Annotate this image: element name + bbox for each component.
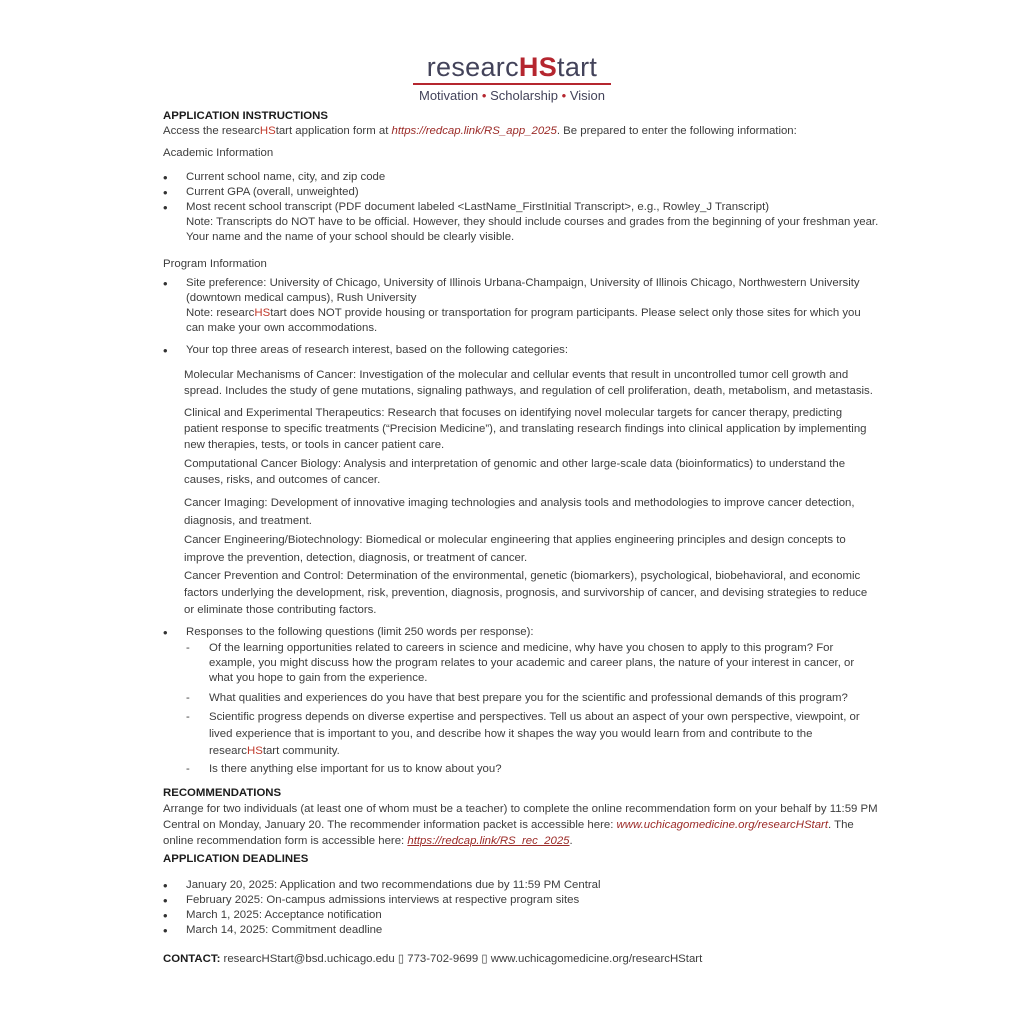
list-item: • Most recent school transcript (PDF document labeled <LastName_FirstInitial Transcript>, e.g., Rowley_J Transcript) Note: Transcripts do NOT have to be official. However, they should include courses and grades from the beginning of your freshman year. Your name and the name of your school should be clearly visible.: [163, 200, 879, 245]
program-list: [163, 276, 879, 358]
recommendations-text: Arrange for two individuals (at least one of whom must be a teacher) to complete the online recommendation form on your behalf by 11:59 PM Central on Monday, January 20. The recommender information packet is accessible here: www.uchicagomedicine.org/researcHStart. The online recommendation form is accessible here: https://redcap.link/RS_rec_2025.: [163, 803, 878, 847]
questions-list: [163, 641, 879, 777]
instructions-heading: APPLICATION INSTRUCTIONS: [163, 110, 328, 122]
category-item: Clinical and Experimental Therapeutics: Research that focuses on identifying novel molecular targets for cancer therapy, predicting patient response to specific treatments (“Precision Medicine”), and translating research findings into clinical application by implementing new therapies, tests, or tools in cancer patient care.: [184, 407, 867, 451]
logo-underline: [413, 83, 611, 85]
recommendations-heading: RECOMMENDATIONS: [163, 787, 282, 799]
list-item: • January 20, 2025: Application and two recommendations due by 11:59 PM Central: [163, 878, 879, 893]
category-item: Cancer Engineering/Biotechnology: Biomedical or molecular engineering that applies engineering principles and design concepts to improve the prevention, detection, diagnosis, or treatment of cancer.: [184, 534, 846, 564]
document-body: [163, 109, 879, 967]
academic-heading: Academic Information: [163, 147, 274, 159]
deadlines-list: [163, 878, 879, 938]
logo-tagline: Motivation • Scholarship • Vision: [419, 88, 605, 103]
list-item: • March 1, 2025: Acceptance notification: [163, 908, 879, 923]
contact-line: CONTACT: researcHStart@bsd.uchicago.edu ▯ 773-702-9699 ▯ www.uchicagomedicine.org/researcHStart: [163, 953, 703, 965]
question-item: - Is there anything else important for us to know about you?: [163, 762, 879, 777]
packet-link[interactable]: www.uchicagomedicine.org/researcHStart: [616, 819, 828, 831]
question-item: - Scientific progress depends on diverse expertise and perspectives. Tell us about an aspect of your own perspective, viewpoint, or lived experience that is important to you, and describe how it shapes the way you would learn from and contribute to the researcHStart community.: [163, 709, 879, 760]
question-item: - What qualities and experiences do you have that best prepare you for the scientific and professional demands of this program?: [163, 690, 879, 707]
category-item: Computational Cancer Biology: Analysis and interpretation of genomic and other large-scale data (bioinformatics) to understand the causes, risks, and outcomes of cancer.: [184, 458, 846, 486]
recommendation-form-link[interactable]: https://redcap.link/RS_rec_2025: [407, 835, 570, 847]
list-item: • February 2025: On-campus admissions interviews at respective program sites: [163, 893, 879, 908]
program-heading: Program Information: [163, 258, 267, 270]
responses-list: [163, 625, 879, 640]
deadlines-heading: APPLICATION DEADLINES: [163, 853, 309, 865]
question-item: - Of the learning opportunities related to careers in science and medicine, why have you chosen to apply to this program? For example, you might discuss how the program relates to your academic and career plans, the nature of your interest in cancer, or what you hope to gain from the experience.: [163, 641, 879, 686]
list-item: • Current GPA (overall, unweighted): [163, 185, 879, 200]
logo: [0, 52, 1024, 103]
list-item: • Your top three areas of research interest, based on the following categories:: [163, 343, 879, 358]
list-item: • Site preference: University of Chicago, University of Illinois Urbana-Champaign, University of Illinois Chicago, Northwestern University (downtown medical campus), Rush University Note: researcHStart does NOT provide housing or transportation for program participants. Please select only those sites for which you can make your own accommodations.: [163, 276, 879, 336]
instructions-intro: Access the researcHStart application form at https://redcap.link/RS_app_2025. Be prepared to enter the following information:: [163, 125, 797, 137]
category-item: Cancer Prevention and Control: Determination of the environmental, genetic (biomarkers), psychological, biobehavioral, and economic factors underlying the development, risk, prevention, diagnosis, prognosis, and survivorship of cancer, and devising strategies to reduce or eliminate those contributing factors.: [184, 570, 868, 616]
academic-list: [163, 170, 879, 245]
list-item: • Current school name, city, and zip code: [163, 170, 879, 185]
application-form-link[interactable]: https://redcap.link/RS_app_2025: [391, 125, 557, 137]
category-item: Cancer Imaging: Development of innovative imaging technologies and analysis tools and methodologies to improve cancer detection, diagnosis, and treatment.: [184, 497, 855, 527]
category-item: Molecular Mechanisms of Cancer: Investigation of the molecular and cellular events that result in uncontrolled tumor cell growth and spread. Includes the study of gene mutations, signaling pathways, and regulation of cell proliferation, death, metabolism, and metastasis.: [184, 369, 873, 397]
logo-wordmark: researcHStart: [426, 52, 598, 82]
list-item: • Responses to the following questions (limit 250 words per response):: [163, 625, 879, 640]
list-item: • March 14, 2025: Commitment deadline: [163, 923, 879, 938]
